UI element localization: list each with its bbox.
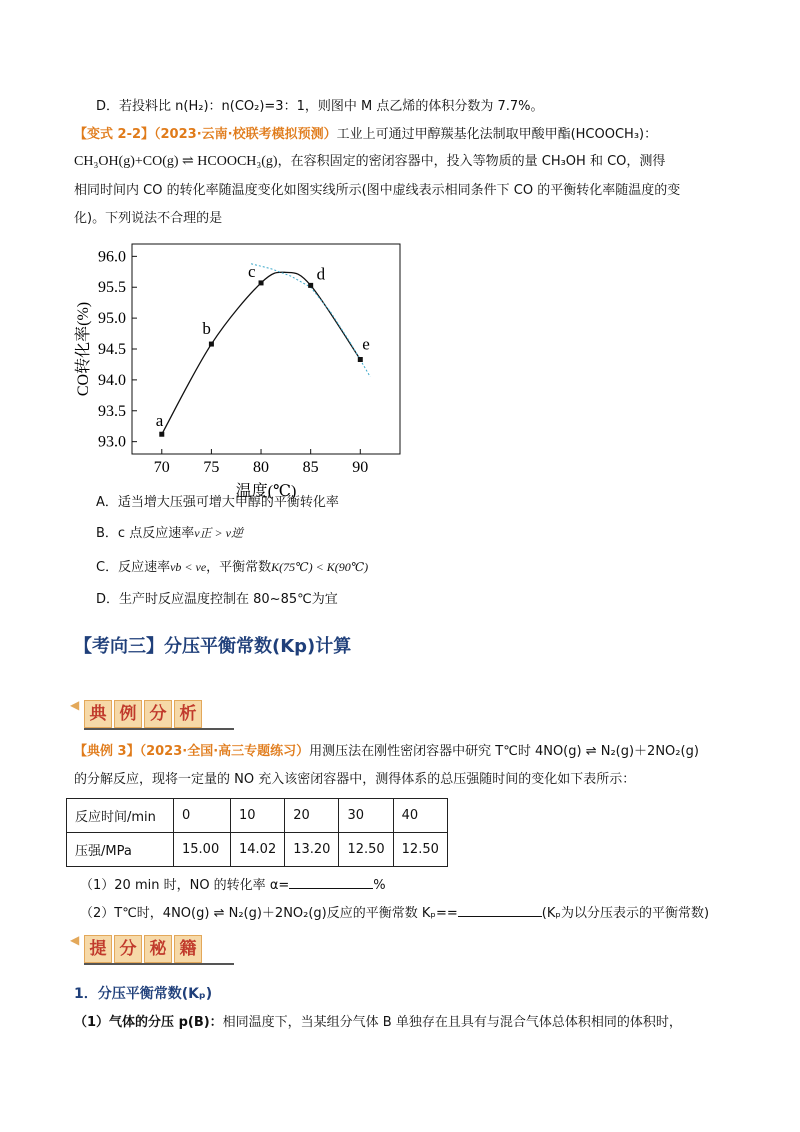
- series-line-actual: [162, 272, 361, 434]
- option-d: D．生产时反应温度控制在 80~85℃为宜: [96, 592, 338, 607]
- variant-text-2: ，在容积固定的密闭容器中，投入等物质的量 CH₃OH 和 CO，测得: [277, 154, 666, 169]
- table-cell: 20: [285, 799, 339, 833]
- point-label-b: b: [202, 319, 211, 339]
- question-1-text: （1）20 min 时，NO 的转化率 α=: [80, 878, 290, 893]
- data-point-b: [209, 342, 214, 347]
- example-line-1: [74, 743, 699, 761]
- x-tick-label: 75: [203, 459, 220, 476]
- table-cell: 反应时间/min: [67, 799, 174, 833]
- x-tick-label: 85: [302, 459, 319, 476]
- point-label-d: d: [316, 264, 326, 284]
- banner2-char: 分: [114, 935, 142, 963]
- table-cell: 30: [339, 799, 393, 833]
- section-1-title: 1．分压平衡常数(Kₚ): [74, 986, 213, 1002]
- option-c: [96, 558, 368, 577]
- plot-frame: [132, 244, 400, 454]
- data-point-c: [259, 280, 264, 285]
- data-point-a: [159, 432, 164, 437]
- y-tick-label: 94.0: [98, 371, 126, 389]
- x-tick-label: 90: [352, 459, 369, 476]
- reaction-equation: CH₃OH(g)+CO(g) ⇌ HCOOCH₃(g): [74, 154, 278, 169]
- question-1-unit: %: [373, 878, 386, 893]
- option-b-text: B．c 点反应速率: [96, 526, 195, 541]
- subsection-1-title: （1）气体的分压 p(B)：: [74, 1015, 223, 1030]
- banner-underline: [84, 728, 234, 730]
- point-label-a: a: [155, 411, 164, 431]
- example-text-1: 用测压法在刚性密闭容器中研究 T℃时 4NO(g) ⇌ N₂(g)＋2NO₂(g): [309, 744, 699, 759]
- speaker-icon: ◀: [70, 933, 80, 947]
- y-axis-label: CO转化率(%): [75, 301, 92, 397]
- x-tick-label: 80: [253, 459, 270, 476]
- banner2-char: 提: [84, 935, 112, 963]
- option-b-math: v正 > v逆: [194, 526, 243, 540]
- banner1-char: 例: [114, 700, 142, 728]
- subsection-1: [74, 1011, 682, 1030]
- variant-text-4: 化)。下列说法不合理的是: [74, 211, 223, 226]
- y-tick-label: 93.5: [98, 402, 126, 420]
- table-row: [67, 833, 448, 867]
- banner2-char: 秘: [144, 935, 172, 963]
- banner1-char: 析: [174, 700, 202, 728]
- table-cell: 10: [231, 799, 285, 833]
- question-2-text: （2）T℃时，4NO(g) ⇌ N₂(g)＋2NO₂(g)反应的平衡常数 Kₚ==: [80, 906, 458, 921]
- y-tick-label: 96.0: [98, 248, 126, 266]
- question-1: [80, 874, 386, 895]
- table-cell: 压强/MPa: [67, 833, 174, 867]
- x-axis-label: 温度(℃): [235, 483, 297, 500]
- table-cell: 13.20: [285, 833, 339, 867]
- co-conversion-chart: [70, 230, 410, 500]
- variant-tag: 【变式 2-2】: [74, 127, 155, 142]
- variant-text-3: 相同时间内 CO 的转化率随温度变化如图实线所示(图中虚线表示相同条件下 CO 的平衡转化率随温度的变: [74, 183, 681, 198]
- speaker-icon: ◀: [70, 698, 80, 712]
- table-row: [67, 799, 448, 833]
- option-c-mid: ，平衡常数: [206, 560, 272, 575]
- question-2-note: (Kₚ为以分压表示的平衡常数): [541, 906, 710, 921]
- example-text-2: 的分解反应，现将一定量的 NO 充入该密闭容器中，测得体系的总压强随时间的变化如下表所示：: [74, 772, 636, 787]
- subsection-1-text: 相同温度下，当某组分气体 B 单独存在且具有与混合气体总体积相同的体积时，: [222, 1015, 682, 1030]
- variant-line-1: [74, 126, 657, 144]
- variant-source: （2023·云南·校联考模拟预测）: [154, 127, 337, 142]
- variant-text-1: 工业上可通过甲醇羰基化法制取甲酸甲酯(HCOOCH₃)：: [336, 127, 658, 142]
- table-cell: 12.50: [339, 833, 393, 867]
- example-tag: 【典例 3】: [74, 744, 140, 759]
- banner2-char: 籍: [174, 935, 202, 963]
- option-c-math-2: K(75℃) < K(90℃): [271, 560, 369, 574]
- option-d-top: D．若投料比 n(H₂)：n(CO₂)=3：1，则图中 M 点乙烯的体积分数为 7.7%。: [96, 99, 544, 114]
- series-line-equilibrium: [251, 264, 370, 377]
- banner1-char: 分: [144, 700, 172, 728]
- table-cell: 40: [393, 799, 447, 833]
- table-cell: 0: [174, 799, 231, 833]
- x-tick-label: 70: [153, 459, 170, 476]
- question-2: [80, 902, 709, 923]
- table-cell: 12.50: [393, 833, 447, 867]
- option-a: A．适当增大压强可增大甲醇的平衡转化率: [96, 495, 339, 510]
- banner-tips: [70, 933, 230, 961]
- point-label-e: e: [362, 334, 370, 354]
- y-tick-label: 95.0: [98, 310, 126, 328]
- answer-blank-1[interactable]: [289, 874, 373, 889]
- y-tick-label: 93.0: [98, 433, 126, 451]
- example-source: （2023·全国·高三专题练习）: [139, 744, 310, 759]
- option-b: [96, 524, 243, 543]
- variant-line-2: [74, 153, 665, 171]
- table-cell: 14.02: [231, 833, 285, 867]
- answer-blank-2[interactable]: [458, 902, 542, 917]
- pressure-table: [66, 798, 448, 867]
- option-c-math-1: vb < ve: [170, 560, 207, 574]
- y-tick-label: 95.5: [98, 279, 126, 297]
- option-c-text: C．反应速率: [96, 560, 171, 575]
- point-label-c: c: [248, 261, 256, 281]
- banner-underline: [84, 963, 234, 965]
- banner-typical-example: [70, 698, 230, 726]
- banner1-char: 典: [84, 700, 112, 728]
- section-heading: 【考向三】分压平衡常数(Kp)计算: [74, 636, 352, 657]
- y-tick-label: 94.5: [98, 341, 126, 358]
- data-point-d: [308, 283, 313, 288]
- data-point-e: [358, 357, 363, 362]
- table-cell: 15.00: [174, 833, 231, 867]
